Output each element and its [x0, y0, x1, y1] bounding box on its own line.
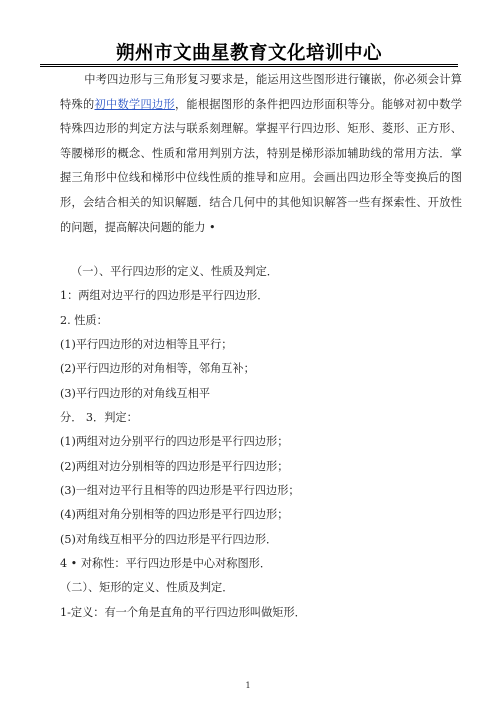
property-item: (2)平行四边形的对角相等，邻角互补； — [60, 362, 255, 375]
intro-text-start: 中考四边形与三角形复习要求是，能运用这些图形进行镶嵌，你必须会计算特殊的 — [60, 73, 462, 111]
criteria-item: (4)两组对角分别相等的四边形是平行四边形； — [60, 508, 289, 521]
criteria-heading: 分． 3．判定： — [60, 411, 138, 424]
criteria-item: (1)两组对边分别平行的四边形是平行四边形； — [60, 435, 289, 448]
criteria-item: (5)对角线互相平分的四边形是平行四边形． — [60, 533, 278, 546]
symmetry-line: 4 • 对称性：平行四边形是中心对称图形． — [60, 557, 272, 570]
intro-paragraph — [60, 68, 462, 240]
rectangle-definition-line: 1-定义：有一个角是直角的平行四边形叫做矩形． — [60, 606, 306, 619]
header-rule-bottom — [40, 66, 458, 67]
property-item: (1)平行四边形的对边相等且平行； — [60, 338, 233, 351]
intro-text-end: ，能根据图形的条件把四边形面积等分。能够对初中数学特殊四边形的判定方法与联系刻理解。掌握平行四边形、矩形、菱形、正方形、等腰梯形的概念、性质和常用判别方法，特别是梯形添加辅助线的常用方法．掌握三角形中位线和梯形中位线性质的推导和应用。会画出四边形全等变换后的图形，会结合相关的知识解题．结合几何中的其他知识解答一些有探索性、开放性的问题，提高解决问题的能力 • — [60, 97, 462, 234]
page-number: 1 — [245, 681, 251, 690]
page-header-title: 朔州市文曲星教育文化培训中心 — [115, 43, 382, 64]
property-heading: 2. 性质： — [60, 314, 108, 327]
definition-line: 1：两组对边平行的四边形是平行四边形． — [60, 289, 269, 302]
section-heading-parallelogram: （一）、平行四边形的定义、性质及判定． — [71, 265, 278, 278]
criteria-item: (2)两组对边分别相等的四边形是平行四边形； — [60, 460, 289, 473]
criteria-item: (3)一组对边平行且相等的四边形是平行四边形； — [60, 484, 300, 497]
intro-link[interactable]: 初中数学四边形 — [94, 97, 175, 111]
header-rule-top — [40, 64, 458, 65]
section-heading-rectangle: （二）、矩形的定义、性质及判定． — [60, 581, 234, 594]
property-item: (3)平行四边形的对角线互相平 — [60, 387, 211, 400]
